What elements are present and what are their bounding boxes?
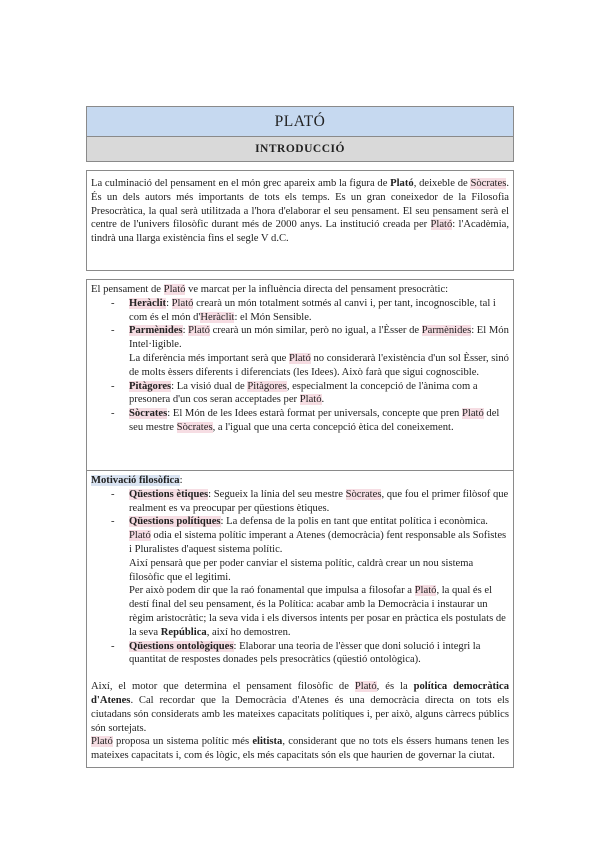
text: , que fou el primer filòsof que realment es va preocupar per qüestions ètiques. [129,488,509,514]
motivation-title: Motivació filosòfica [91,475,180,486]
plato-table [86,106,514,768]
name-plato: Plató [390,178,414,189]
list-item-parmenides [91,324,509,352]
text: La diferència més important serà que [129,352,290,364]
influence-cell [87,280,514,471]
list-item-ontologiques [91,640,509,668]
text: : El Món de les Idees estarà format per universals, concepte que pren [167,408,462,420]
name-plato: Plató [163,284,186,295]
term-heraclit: Heràclit [129,297,167,309]
name-socrates: Sòcrates [470,178,507,189]
name-plato: Plató [91,736,113,748]
text: : Elaborar una teoria de l'èsser que doni solució i integri la quantitat de respostes donades pels presocràtics (qüestió ontològica). [129,640,481,666]
name-plato: Plató [414,585,437,597]
term-elitista: elitista [252,736,283,748]
text: Per això podem dir que la raó fonamental que impulsa a filosofar a [129,585,415,597]
term-socrates: Sòcrates [129,408,168,420]
term-politiques: Qüestions polítiques [129,516,221,528]
text: , a l'igual que una certa concepció ètica del coneixement. [212,421,454,433]
list-item-politiques [91,515,509,556]
bullet-dash: - [111,516,115,528]
intro-cell [87,171,514,271]
spacer [87,162,514,171]
term-pitagores: Pitàgores [129,380,172,392]
motivation-list [91,488,509,667]
intro-text: La culminació del pensament en el món grec apareix amb la figura de [91,178,391,189]
text: ve marcat per la influència directa del pensament presocràtic: [185,284,449,295]
bullet-dash: - [111,380,115,392]
text: . [321,394,325,406]
influence-lead [91,283,509,297]
bullet-dash: - [111,408,115,420]
list-item-heraclit [91,297,509,325]
blank-line [91,667,509,680]
text: , especialment la concepció de l'ànima com a presonera d'un cos seran acceptades per [129,380,478,406]
bullet-dash: - [111,297,115,309]
name-socrates: Sòcrates [176,421,213,433]
text: proposa un sistema polític més [112,736,253,748]
name-plato: Plató [462,408,484,420]
page-title: PLATÓ [87,107,514,137]
list-item-continuation [91,557,509,585]
name-plato: Plató [354,681,377,693]
term-politica: política democràtica d'Atenes [91,681,509,706]
term-ontologiques: Qüestions ontològiques [129,640,234,652]
spacer [87,271,514,280]
bullet-dash: - [111,640,115,652]
name-parmenides: Parmènides [421,325,472,337]
text: : [182,325,189,337]
name-plato: Plató [129,530,151,542]
text: no considerarà l'existència d'un sol Èsser, sinó de molts èssers diferents i diferenciats (les Idees). Això farà que sigui cognoscible. [129,352,509,378]
name-socrates: Sòcrates [345,488,382,500]
section-heading: INTRODUCCIÓ [87,137,514,162]
bullet-dash: - [111,488,115,500]
motivation-heading [91,474,509,488]
text: : Segueix la línia del seu mestre [208,488,346,500]
intro-text: : l'Acadèmia, tindrà una llarga existència fins el segle V d.C. [91,219,509,245]
text: El pensament de [91,284,164,295]
text: crearà un món similar, però no igual, a l'Èsser de [209,325,422,337]
text: : [166,297,172,309]
text: , és la [376,681,414,693]
document-page [86,106,514,768]
intro-text: . És un dels autors més importants de tots els temps. Es un gran coneixedor de la Filosofia Presocràtica, la qual serà utilitzada a l'hora d'elaborar el seu pensament. El seu pensament serà el centre de l'univers filosòfic durant més de 2000 anys. La institució creada per [91,178,509,231]
motivation-cell [87,471,514,768]
name-heraclit: Heràclit [200,311,235,323]
text: del seu mestre [129,408,500,433]
term-etiques: Qüestions ètiques [129,488,209,500]
text: : La defensa de la polis en tant que entitat política i econòmica. [220,516,488,528]
intro-paragraph [91,177,509,246]
list-item-socrates [91,407,509,435]
conclusion-paragraph-2 [91,735,509,763]
text: : La visió dual de [171,380,248,392]
text: . Cal recordar que la Democràcia d'Atenes és una democràcia directa on tots els ciutadans són considerats amb les mateixes capacitats polítiques i, per això, alguns càrrecs públics són sortejats. [91,694,509,734]
name-plato: Plató [171,297,194,309]
list-item-continuation [91,352,509,380]
text: Així pensarà que per poder canviar el sistema polític, caldrà crear un nou sistema filosòfic que el legitimi. [129,557,474,583]
name-plato: Plató [188,325,210,337]
text: : el Món Sensible. [234,311,312,323]
conclusion-paragraph [91,680,509,735]
name-pitagores: Pitàgores [247,380,287,392]
name-plato: Plató [289,352,311,364]
text: , la qual és el destí final del seu pensament, és la Política: acabar amb la Democràcia i instaurar un règim aristocràtic; la seva vida i els diversos intents per posar en pràctica els postulats de la seva [129,585,506,638]
list-item-pitagores [91,380,509,408]
intro-text: , deixeble de [413,178,471,189]
text: , considerant que no tots els éssers humans tenen les mateixes capacitats i, com és lògic, els més capacitats són els que haurien de governar la ciutat. [91,736,509,762]
text: , així ho demostren. [206,626,291,638]
list-item-etiques [91,488,509,516]
text: : El Món Intel·ligible. [129,325,509,351]
term-republica: República [160,626,207,638]
list-item-continuation [91,584,509,639]
text: Així, el motor que determina el pensament filosòfic de [91,681,355,693]
text: crearà un món totalment sotmés al canvi i, per tant, incognoscible, tal i com és el món d' [129,297,496,323]
term-parmenides: Parmènides [129,325,183,337]
text: odia el sistema polític imperant a Atenes (democràcia) fent responsable als Sofistes i Pluralistes d'aquest sistema polític. [129,530,507,555]
influence-list [91,297,509,435]
text: : [179,475,183,486]
bullet-dash: - [111,325,115,337]
name-plato: Plató [299,394,322,406]
name-plato: Plató [430,219,453,231]
